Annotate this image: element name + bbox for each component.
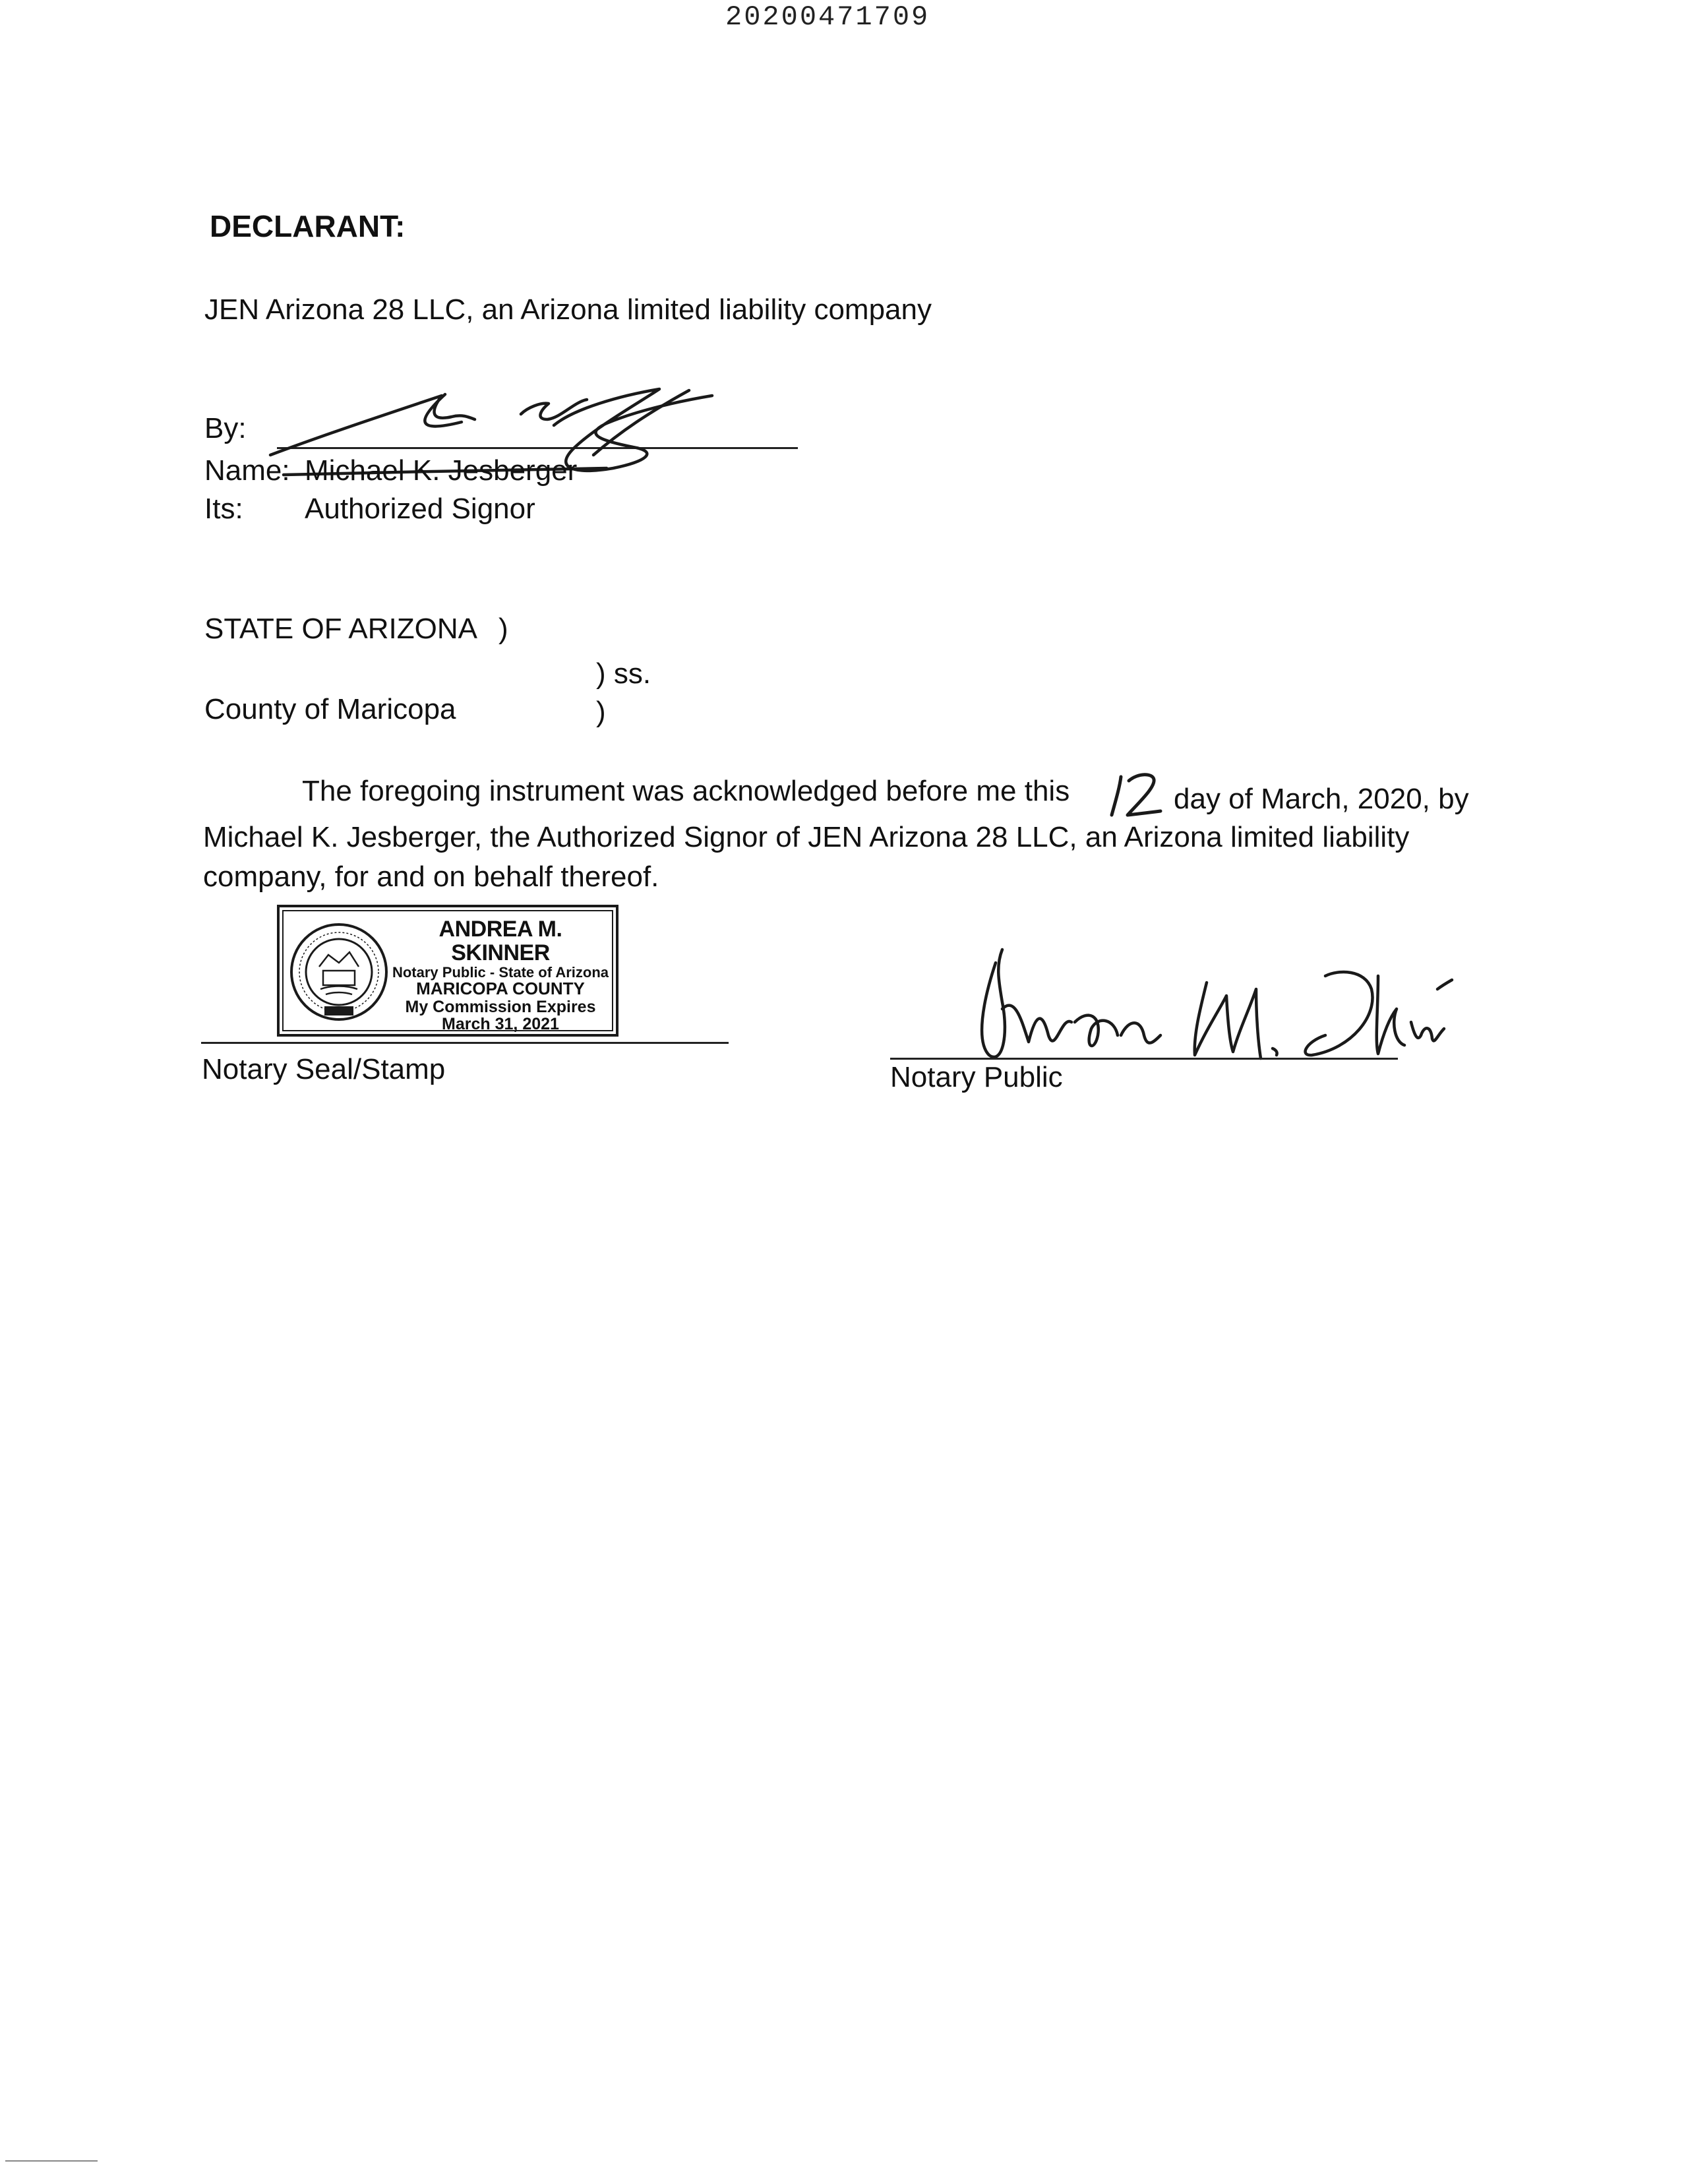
stamp-notary-title: Notary Public - State of Arizona — [392, 964, 609, 981]
stamp-notary-name: ANDREA M. SKINNER — [438, 917, 562, 965]
its-label: Its: — [204, 493, 243, 525]
name-label: Name: — [204, 454, 290, 487]
stamp-county: MARICOPA COUNTY — [416, 979, 585, 999]
notary-public-label: Notary Public — [890, 1061, 1063, 1093]
stamp-commission-date: March 31, 2021 — [442, 1015, 559, 1034]
county-label: County of Maricopa — [204, 693, 456, 725]
ss-label: ) ss. — [596, 657, 651, 690]
state-seal-icon — [287, 921, 390, 1023]
county-paren: ) — [596, 696, 606, 728]
signer-name: Michael K. Jesberger — [305, 454, 578, 487]
notary-stamp — [277, 905, 618, 1037]
state-label: STATE OF ARIZONA — [204, 613, 477, 645]
handwritten-day — [1106, 768, 1166, 820]
company-line: JEN Arizona 28 LLC, an Arizona limited liability company — [204, 293, 932, 326]
declarant-heading: DECLARANT: — [210, 209, 406, 243]
state-paren: ) — [498, 613, 508, 645]
acknowledgment-line-1: The foregoing instrument was acknowledged before me this — [302, 775, 1070, 807]
acknowledgment-line-3: company, for and on behalf thereof. — [203, 861, 659, 893]
document-number: 20200471709 — [725, 1, 930, 33]
notary-seal-label: Notary Seal/Stamp — [202, 1053, 446, 1085]
signer-title: Authorized Signor — [305, 493, 535, 525]
stamp-commission-label: My Commission Expires — [405, 997, 596, 1016]
by-label: By: — [204, 412, 247, 444]
seal-stamp-line — [201, 1042, 729, 1044]
acknowledgment-line-2: Michael K. Jesberger, the Authorized Signor of JEN Arizona 28 LLC, an Arizona limited liability — [203, 821, 1410, 853]
stamp-text — [392, 918, 609, 1033]
acknowledgment-line-1-end: day of March, 2020, by — [1174, 783, 1469, 815]
footer-scan-mark — [5, 2160, 98, 2162]
notary-signature-line — [890, 1058, 1398, 1060]
